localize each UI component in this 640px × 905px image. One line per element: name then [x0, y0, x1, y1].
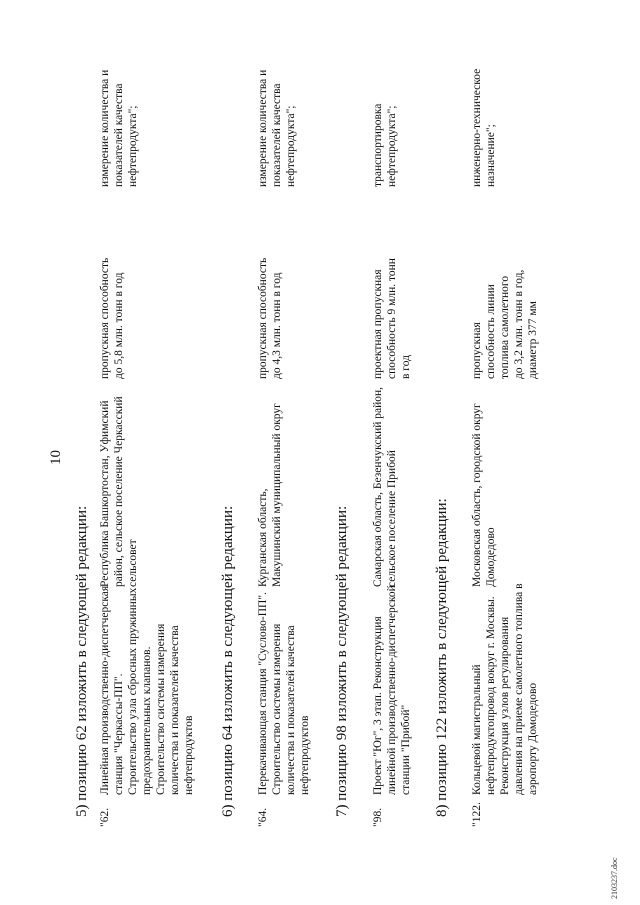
- cell-line: до 4,3 млн. тонн в год: [271, 272, 283, 379]
- purpose-cell: [371, 17, 399, 187]
- cell-line: Перекачивающая станция "Суслово-ПП".: [257, 592, 269, 795]
- purpose-cell: [470, 17, 498, 187]
- cell-line: показателей качества: [113, 83, 125, 187]
- row-number: "98.: [372, 807, 384, 827]
- row-number: "122.: [471, 802, 483, 827]
- cell-line: пропускная способность: [99, 257, 111, 379]
- cell-line: показателей качества: [271, 83, 283, 187]
- cell-line: диаметр 377 мм: [527, 301, 539, 379]
- cell-line: нефтепродуктов: [183, 715, 195, 795]
- cell-line: способность линии: [485, 284, 497, 379]
- cell-line: нефтепродукта";: [127, 105, 139, 187]
- cell-line: измерение количества и: [99, 69, 111, 187]
- cell-line: пропускная способность: [257, 257, 269, 379]
- row-number: "62.: [99, 807, 111, 827]
- cell-line: Строительство узла сбросных пружинных: [127, 587, 139, 795]
- capacity-cell: [98, 249, 126, 379]
- cell-line: Реконструкция узлов регулирования: [499, 616, 511, 795]
- cell-line: Макушинский муниципальный округ: [271, 403, 283, 587]
- cell-line: нефтепродуктов: [299, 715, 311, 795]
- capacity-cell: [371, 249, 413, 379]
- cell-line: транспортировка: [372, 103, 384, 187]
- cell-line: до 5,8 млн. тонн в год: [113, 272, 125, 379]
- cell-line: Республика Башкортостан, Уфимский: [99, 400, 111, 587]
- cell-line: нефтепродуктопровод вокруг г. Москвы.: [485, 596, 497, 795]
- cell-line: станции "Прибой": [400, 704, 412, 795]
- section-heading: 8) позицию 122 изложить в следующей редакции:: [434, 498, 450, 817]
- object-name-cell: [470, 583, 540, 795]
- section-heading: 7) позицию 98 изложить в следующей редакции:: [334, 505, 350, 817]
- purpose-cell: [98, 17, 140, 187]
- cell-line: количества и показателей качества: [169, 625, 181, 795]
- cell-line: аэропорту Домодедово: [527, 682, 539, 795]
- cell-line: инженерно-техническое: [471, 68, 483, 187]
- cell-line: давления на приеме самолетного топлива в: [513, 583, 525, 795]
- cell-line: измерение количества и: [257, 69, 269, 187]
- location-cell: [98, 396, 140, 587]
- section-heading: 5) позицию 62 изложить в следующей редакции:: [74, 505, 90, 817]
- cell-line: Проект "Юг", 3 этап. Реконструкция: [372, 616, 384, 795]
- cell-line: Домодедово: [485, 527, 497, 587]
- location-cell: [470, 403, 498, 587]
- cell-line: Кольцевой магистральный: [471, 664, 483, 795]
- cell-line: район, сельское поселение Черкасский: [113, 396, 125, 587]
- cell-line: сельсовет: [127, 539, 139, 587]
- cell-line: Самарская область, Безенчукский район,: [372, 386, 384, 587]
- cell-line: топлива самолетного: [499, 275, 511, 379]
- capacity-cell: [256, 249, 284, 379]
- cell-line: до 3,2 млн. тонн в год,: [513, 269, 525, 379]
- location-cell: [256, 403, 284, 587]
- purpose-cell: [256, 17, 298, 187]
- cell-line: пропускная: [471, 322, 483, 379]
- capacity-cell: [470, 249, 540, 379]
- cell-line: нефтепродукта";: [285, 105, 297, 187]
- cell-line: Курганская область,: [257, 488, 269, 587]
- row-number: "64.: [257, 807, 269, 827]
- location-cell: [371, 386, 399, 587]
- cell-line: нефтепродукта";: [386, 105, 398, 187]
- object-name-cell: [98, 585, 196, 795]
- cell-line: линейной производственно-диспетчерской: [386, 585, 398, 795]
- section-heading: 6) позицию 64 изложить в следующей редакции:: [220, 505, 236, 817]
- cell-line: Линейная производственно-диспетчерская: [99, 585, 111, 795]
- cell-line: предохранительных клапанов.: [141, 646, 153, 795]
- file-name: 2103237.doc: [610, 857, 619, 899]
- cell-line: количества и показателей качества: [285, 625, 297, 795]
- cell-line: Строительство системы измерения: [271, 623, 283, 795]
- cell-line: проектная пропускная: [372, 269, 384, 379]
- page-number: 10: [48, 450, 64, 465]
- cell-line: назначение";: [485, 124, 497, 187]
- cell-line: сельское поселение Прибой: [386, 450, 398, 587]
- object-name-cell: [256, 592, 312, 795]
- cell-line: станция "Черкассы-ПП".: [113, 673, 125, 795]
- object-name-cell: [371, 585, 413, 795]
- cell-line: Строительство системы измерения: [155, 623, 167, 795]
- cell-line: в год: [400, 354, 412, 379]
- cell-line: Московская область, городской округ: [471, 403, 483, 587]
- cell-line: способность 9 млн. тонн: [386, 258, 398, 379]
